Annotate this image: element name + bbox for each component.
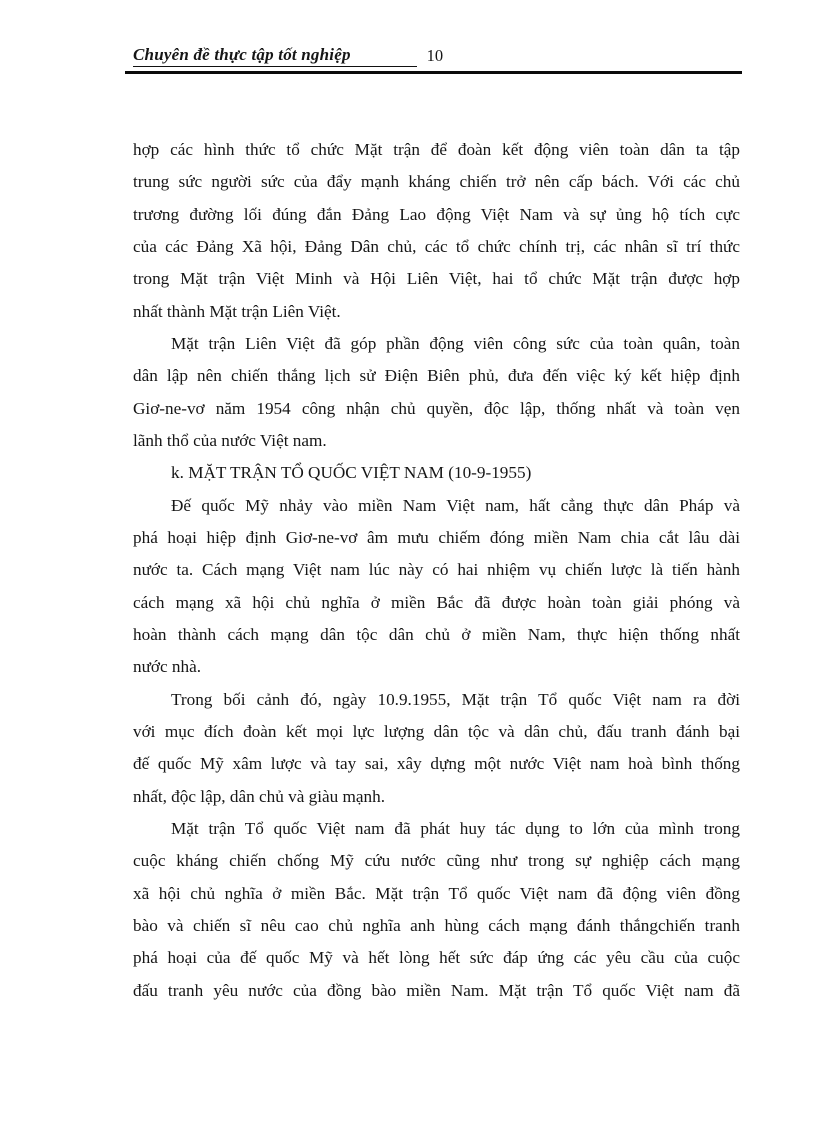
text-line: với mục đích đoàn kết mọi lực lượng dân tộc và dân chủ, đấu tranh đánh bại bbox=[133, 721, 740, 741]
text-line: cách mạng xã hội chủ nghĩa ở miền Bắc đã được hoàn toàn giải phóng và bbox=[133, 592, 740, 612]
text-line: lãnh thổ của nước Việt nam. bbox=[133, 430, 327, 450]
text-line: Mặt trận Tổ quốc Việt nam đã phát huy tác dụng to lớn của mình trong bbox=[171, 818, 740, 838]
text-line: bào và chiến sĩ nêu cao chủ nghĩa anh hùng cách mạng đánh thắngchiến tranh bbox=[133, 915, 740, 935]
text-line: nhất, độc lập, dân chủ và giàu mạnh. bbox=[133, 786, 386, 806]
document-body bbox=[133, 134, 740, 1007]
header-rule bbox=[125, 71, 742, 74]
text-line: phá hoại của đế quốc Mỹ và hết lòng hết sức đáp ứng các yêu cầu của cuộc bbox=[133, 948, 740, 968]
text-line: nước nhà. bbox=[133, 657, 202, 677]
text-line: Trong bối cảnh đó, ngày 10.9.1955, Mặt trận Tổ quốc Việt nam ra đời bbox=[171, 689, 740, 709]
page-number: 10 bbox=[426, 46, 444, 65]
page-header bbox=[133, 46, 740, 67]
text-line: Đế quốc Mỹ nhảy vào miền Nam Việt nam, hất cẳng thực dân Pháp và bbox=[171, 495, 740, 515]
section-heading-text: k. MẶT TRẬN TỔ QUỐC VIỆT NAM (10-9-1955) bbox=[171, 463, 532, 483]
text-line: đấu tranh yêu nước của đồng bào miền Nam. Mặt trận Tổ quốc Việt nam đã bbox=[133, 980, 740, 1000]
text-line: đế quốc Mỹ xâm lược và tay sai, xây dựng một nước Việt nam hoà bình thống bbox=[133, 754, 740, 774]
text-line: trương đường lối đúng đắn Đảng Lao động Việt Nam và sự ủng hộ tích cực bbox=[133, 204, 740, 224]
text-line: trung sức người sức của đẩy mạnh kháng chiến trở nên cấp bách. Với các chủ bbox=[133, 172, 740, 192]
text-line: trong Mặt trận Việt Minh và Hội Liên Việt, hai tổ chức Mặt trận được hợp bbox=[133, 269, 740, 289]
text-line: xã hội chủ nghĩa ở miền Bắc. Mặt trận Tổ quốc Việt nam đã động viên đồng bbox=[133, 883, 740, 903]
text-line: hoàn thành cách mạng dân tộc dân chủ ở miền Nam, thực hiện thống nhất bbox=[133, 624, 740, 644]
text-line: Giơ-ne-vơ năm 1954 công nhận chủ quyền, độc lập, thống nhất và toàn vẹn bbox=[133, 398, 740, 418]
text-line: nước ta. Cách mạng Việt nam lúc này có hai nhiệm vụ chiến lược là tiến hành bbox=[133, 560, 740, 580]
text-line: hợp các hình thức tổ chức Mặt trận để đoàn kết động viên toàn dân ta tập bbox=[133, 140, 740, 159]
header-tab-underline bbox=[351, 47, 417, 67]
text-line: của các Đảng Xã hội, Đảng Dân chủ, các tổ chức chính trị, các nhân sĩ trí thức bbox=[133, 236, 740, 256]
text-line: Mặt trận Liên Việt đã góp phần động viên công sức của toàn quân, toàn bbox=[171, 333, 740, 353]
text-line: cuộc kháng chiến chống Mỹ cứu nước cũng như trong sự nghiệp cách mạng bbox=[133, 851, 740, 871]
header-title: Chuyên đề thực tập tốt nghiệp bbox=[133, 46, 351, 67]
text-line: nhất thành Mặt trận Liên Việt. bbox=[133, 301, 341, 321]
text-line: dân lập nên chiến thắng lịch sử Điện Biên phủ, đưa đến việc ký kết hiệp định bbox=[133, 366, 740, 386]
text-line: phá hoại hiệp định Giơ-ne-vơ âm mưu chiếm đóng miền Nam chia cắt lâu dài bbox=[133, 527, 740, 547]
